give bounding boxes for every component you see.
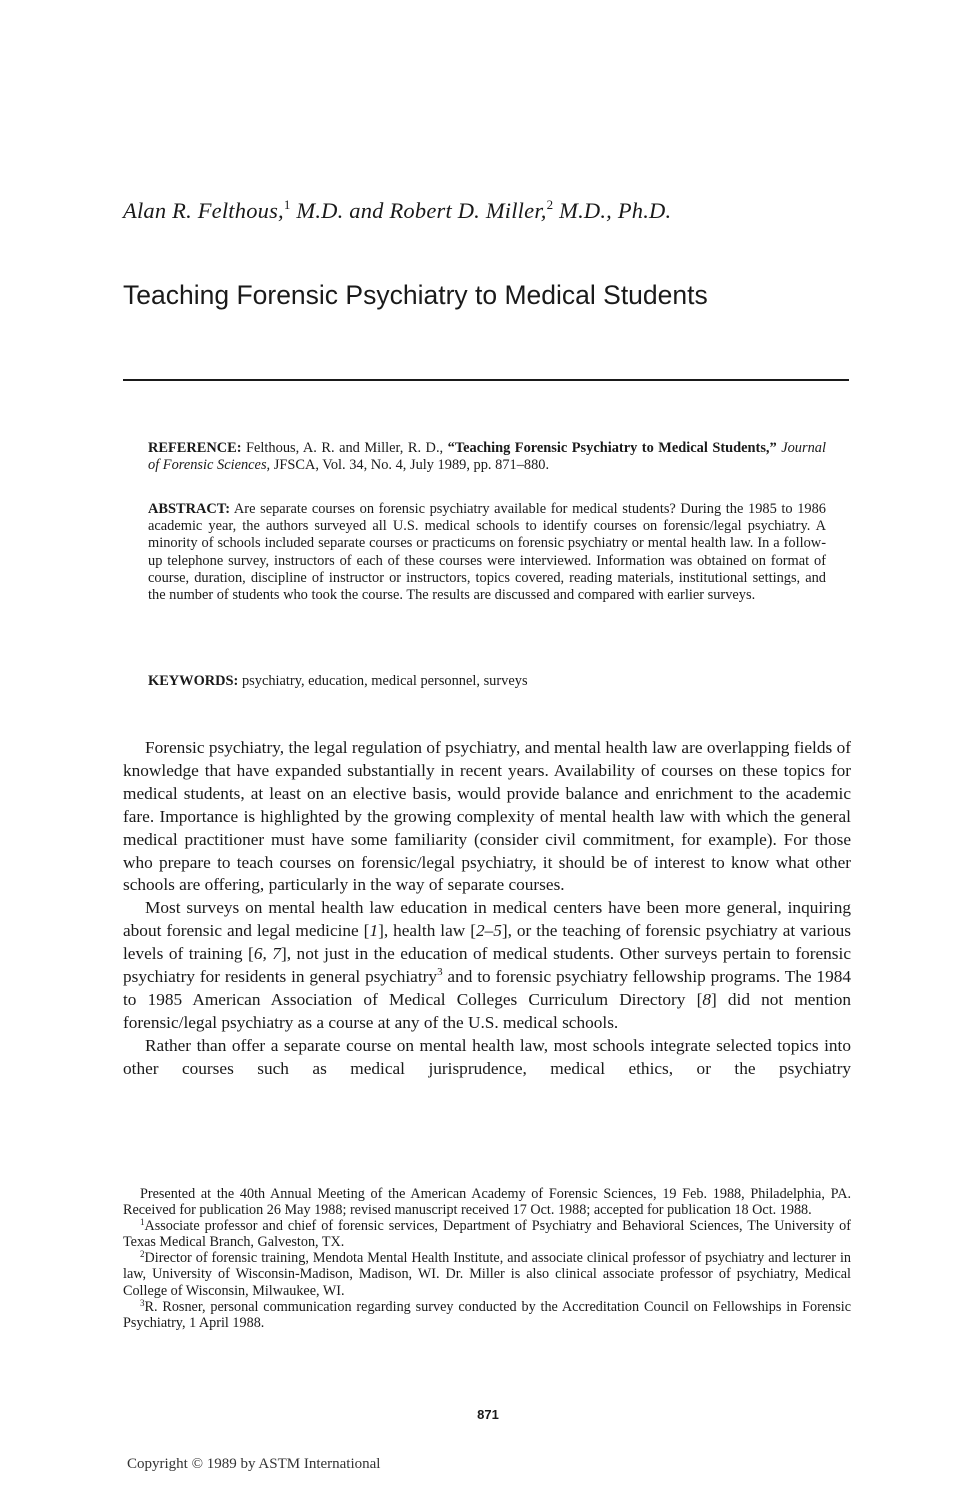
body-text-run: Most surveys on mental health law education in medical centers have been more general, inquiring about forensic and legal medicine [ <box>123 898 851 941</box>
page-number: 871 <box>477 1407 499 1422</box>
author-2-footnote-mark: 2 <box>546 197 554 212</box>
abstract-label: ABSTRACT: <box>148 501 231 517</box>
citation-ref: 1 <box>369 921 379 941</box>
body-text-run: ] did not mention forensic/legal psychiatry as a course at any of the U.S. medical schools. <box>123 989 851 1032</box>
keywords-block <box>148 673 826 690</box>
author-1-footnote-mark: 1 <box>283 197 291 212</box>
body-paragraph-1: Forensic psychiatry, the legal regulation of psychiatry, and mental health law are overlapping fields of knowledge that have expanded substantially in recent years. Availability of courses on these topics for medical students, at least on an elective basis, would provide balance and enrichment to the academic fare. Importance is highlighted by the growing complexity of mental health law with which the general medical practitioner must have some familiarity (consider civil commitment, for example). For those who prepare to teach courses on forensic/legal psychiatry, it should be of interest to know what other schools are offering, particularly in the way of separate courses. <box>123 738 851 895</box>
author-1-degree: M.D. and <box>290 198 390 223</box>
reference-block <box>148 440 826 474</box>
body-text-run: and to forensic psychiatry fellowship programs. The 1984 to 1985 American Association of Medical Colleges Curriculum Directory [ <box>123 967 851 1009</box>
keywords-text: psychiatry, education, medical personnel, surveys <box>238 673 528 689</box>
reference-authors: Felthous, A. R. and Miller, R. D., <box>241 440 448 456</box>
author-2-name: Robert D. Miller, <box>389 198 547 223</box>
footnote-text: R. Rosner, personal communication regarding survey conducted by the Accreditation Council on Fellowships in Forensic Psychiatry, 1 April 1988. <box>123 1298 851 1331</box>
author-line <box>123 198 671 224</box>
abstract-block <box>148 501 826 604</box>
footnote-presented: Presented at the 40th Annual Meeting of the American Academy of Forensic Sciences, 19 Feb. 1988, Philadelphia, PA. Received for publication 26 May 1988; revised manuscript received 17 Oct. 1988; accepted for publication 18 Oct. 1988. <box>123 1186 851 1219</box>
footnotes <box>123 1186 851 1331</box>
body-text-run: ], not just in the education of medical students. Other surveys pertain to forensic psychiatry for residents in general psychiatry <box>123 944 852 987</box>
footnote-2 <box>123 1250 851 1298</box>
author-1-name: Alan R. Felthous, <box>123 198 284 223</box>
author-2-degree: M.D., Ph.D. <box>553 198 672 223</box>
footnote-text: Director of forensic training, Mendota Mental Health Institute, and associate clinical professor of psychiatry and lecturer in law, University of Wisconsin-Madison, Madison, WI. Dr. Miller is also clinical associate professor of psychiatry, Medical College of Wisconsin, Milwaukee, WI. <box>123 1250 851 1299</box>
footnote-mark: 3 <box>437 966 443 979</box>
copyright-notice: Copyright © 1989 by ASTM International <box>127 1456 381 1472</box>
footnote-1 <box>123 1218 851 1250</box>
footnote-3 <box>123 1299 851 1331</box>
body-paragraph-3: Rather than offer a separate course on mental health law, most schools integrate selected topics into other courses such as medical jurisprudence, medical ethics, or the psychiatry <box>123 1035 851 1078</box>
abstract-text: Are separate courses on forensic psychiatry available for medical students? During the 1985 to 1986 academic year, the authors surveyed all U.S. medical schools to identify courses on forensic/legal psychiatry. A minority of schools included separate courses or practicums on forensic psychiatry or mental health law. In a follow-up telephone survey, instructors of each of these courses were interviewed. Information was obtained on format of course, duration, discipline of instructor or instructors, topics covered, reading materials, institutional settings, and the number of students who took the course. The results are discussed and compared with earlier surveys. <box>148 501 826 604</box>
body-paragraph-2 <box>123 897 851 1034</box>
reference-label: REFERENCE: <box>148 440 242 456</box>
citation-ref: 8 <box>702 989 711 1009</box>
footnote-mark: 2 <box>140 1249 145 1260</box>
body-text <box>123 737 851 1081</box>
title-divider <box>123 379 849 381</box>
citation-ref: 6, 7 <box>253 944 281 964</box>
body-text-run: ], or the teaching of forensic psychiatry at various levels of training [ <box>123 921 852 964</box>
citation-ref: 2–5 <box>475 921 502 941</box>
footnote-text: Associate professor and chief of forensic services, Department of Psychiatry and Behavioral Sciences, The University of Texas Medical Branch, Galveston, TX. <box>123 1218 851 1251</box>
reference-journal: Journal of Forensic Sciences, <box>148 440 826 474</box>
paper-title: Teaching Forensic Psychiatry to Medical Students <box>123 280 708 310</box>
body-text-run: ], health law [ <box>378 921 476 941</box>
reference-article-title: “Teaching Forensic Psychiatry to Medical Students,” <box>447 440 777 456</box>
reference-details: JFSCA, Vol. 34, No. 4, July 1989, pp. 871–880. <box>270 457 550 474</box>
footnote-mark: 3 <box>140 1297 145 1308</box>
footnote-mark: 1 <box>140 1217 145 1228</box>
keywords-label: KEYWORDS: <box>148 673 239 689</box>
